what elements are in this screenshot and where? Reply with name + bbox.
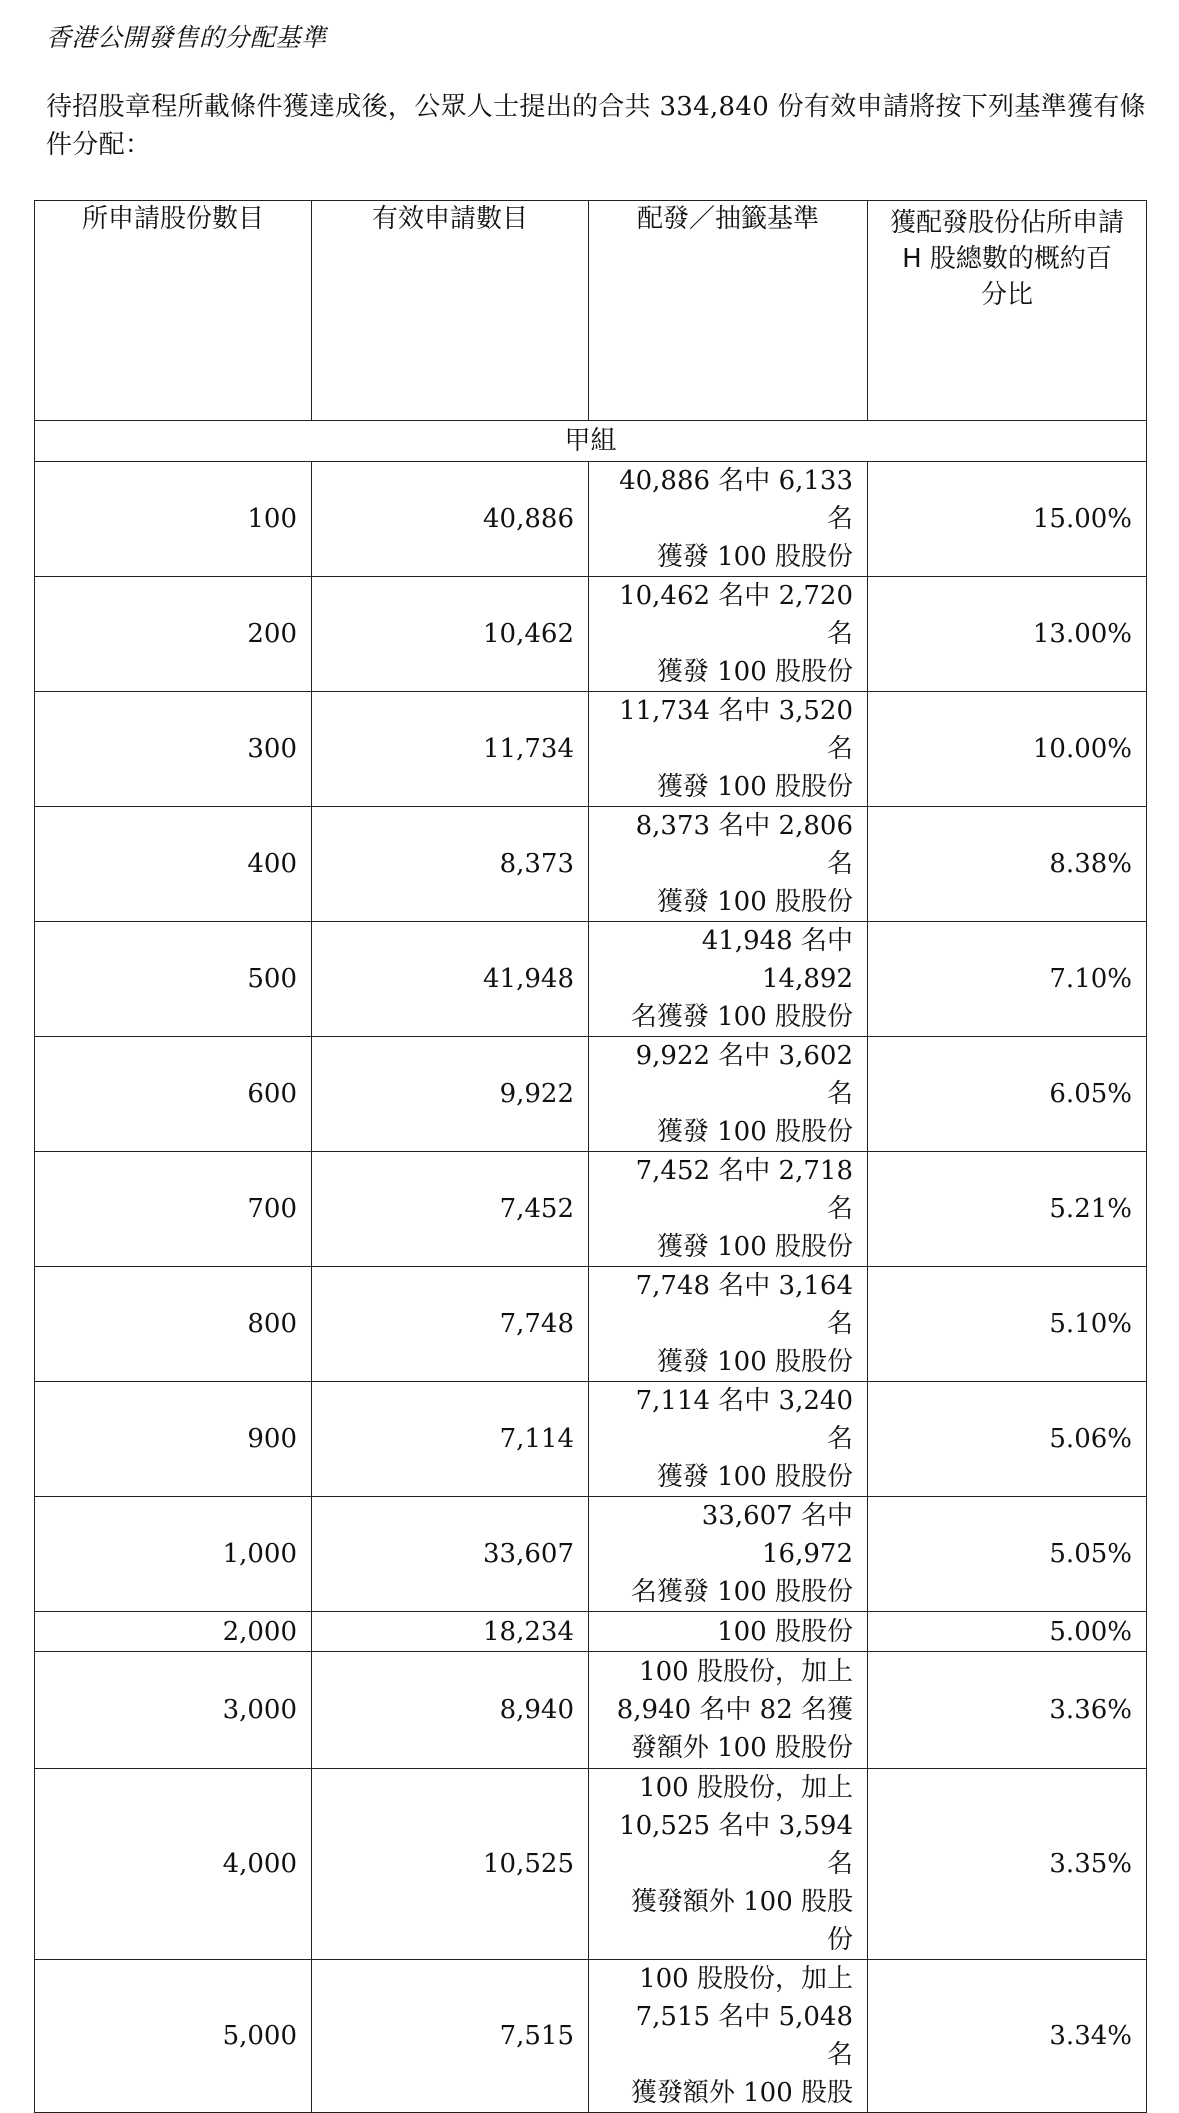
basis-line: 獲發 100 股股份: [656, 772, 853, 802]
basis-line: 份: [826, 1925, 853, 1955]
basis-line: 7,114 名中 3,240 名: [635, 1386, 853, 1454]
percentage-cell: 3.34%: [868, 1960, 1147, 2113]
percentage-cell: 5.21%: [868, 1152, 1147, 1267]
shares-cell: 400: [35, 807, 312, 922]
basis-line: 獲發 100 股股份: [656, 1232, 853, 1262]
basis-line: 100 股股份，加上: [639, 1657, 853, 1687]
basis-line: 名獲發 100 股股份: [630, 1577, 853, 1607]
shares-cell: 5,000: [35, 1960, 312, 2113]
shares-cell: 600: [35, 1037, 312, 1152]
basis-line: 7,748 名中 3,164 名: [635, 1271, 853, 1339]
applications-cell: 11,734: [312, 692, 589, 807]
applications-cell: 40,886: [312, 462, 589, 577]
percentage-cell: 3.35%: [868, 1769, 1147, 1960]
header-approx-percentage-text: 獲配發股份佔所申請 H 股總數的概約百分比: [890, 208, 1125, 310]
header-shares-applied: 所申請股份數目: [35, 201, 312, 421]
percentage-cell: 6.05%: [868, 1037, 1147, 1152]
applications-cell: 7,452: [312, 1152, 589, 1267]
table-row: [35, 1497, 1147, 1612]
basis-line: 獲發 100 股股份: [656, 657, 853, 687]
table-row: [35, 1652, 1147, 1769]
percentage-cell: 8.38%: [868, 807, 1147, 922]
basis-line: 7,515 名中 5,048 名: [635, 2002, 853, 2070]
basis-line: 獲發 100 股股份: [656, 542, 853, 572]
basis-line: 8,373 名中 2,806 名: [635, 811, 853, 879]
table-row: [35, 807, 1147, 922]
basis-cell: [589, 577, 868, 692]
group-label: 甲組: [35, 421, 1147, 462]
basis-cell: [589, 1960, 868, 2113]
basis-line: 41,948 名中 14,892: [701, 926, 853, 994]
table-row: [35, 1152, 1147, 1267]
basis-line: 名獲發 100 股股份: [630, 1002, 853, 1032]
basis-line: 100 股股份，加上: [639, 1773, 853, 1803]
basis-cell: [589, 922, 868, 1037]
basis-line: 11,734 名中 3,520 名: [619, 696, 853, 764]
applications-cell: 41,948: [312, 922, 589, 1037]
percentage-cell: 7.10%: [868, 922, 1147, 1037]
basis-line: 40,886 名中 6,133 名: [619, 466, 853, 534]
table-row: [35, 1267, 1147, 1382]
basis-line: 8,940 名中 82 名獲: [616, 1695, 853, 1725]
basis-line: 100 股股份，加上: [639, 1964, 853, 1994]
header-approx-percentage: [868, 201, 1147, 421]
basis-line: 33,607 名中 16,972: [701, 1501, 853, 1569]
percentage-cell: 5.00%: [868, 1612, 1147, 1652]
shares-cell: 4,000: [35, 1769, 312, 1960]
basis-cell: [589, 1769, 868, 1960]
basis-line: 100 股股份: [717, 1616, 853, 1647]
basis-line: 獲發 100 股股份: [656, 1462, 853, 1492]
basis-cell: [589, 1152, 868, 1267]
percentage-cell: 5.10%: [868, 1267, 1147, 1382]
percentage-cell: 5.06%: [868, 1382, 1147, 1497]
applications-cell: 10,462: [312, 577, 589, 692]
basis-line: 獲發額外 100 股股: [630, 2078, 853, 2108]
basis-cell: [589, 462, 868, 577]
basis-line: 7,452 名中 2,718 名: [635, 1156, 853, 1224]
applications-cell: 18,234: [312, 1612, 589, 1652]
basis-line: 9,922 名中 3,602 名: [635, 1041, 853, 1109]
shares-cell: 300: [35, 692, 312, 807]
applications-cell: 8,373: [312, 807, 589, 922]
applications-cell: 7,748: [312, 1267, 589, 1382]
group-row: [35, 421, 1147, 462]
shares-cell: 800: [35, 1267, 312, 1382]
table-row: [35, 462, 1147, 577]
shares-cell: 2,000: [35, 1612, 312, 1652]
percentage-cell: 15.00%: [868, 462, 1147, 577]
basis-cell: [589, 692, 868, 807]
basis-cell: [589, 1652, 868, 1769]
table-row: [35, 577, 1147, 692]
shares-cell: 100: [35, 462, 312, 577]
basis-cell: [589, 1382, 868, 1497]
applications-cell: 33,607: [312, 1497, 589, 1612]
percentage-cell: 5.05%: [868, 1497, 1147, 1612]
table-header-row: [35, 201, 1147, 421]
page-title: 香港公開發售的分配基準: [46, 23, 327, 52]
table-row: [35, 1382, 1147, 1497]
shares-cell: 1,000: [35, 1497, 312, 1612]
shares-cell: 900: [35, 1382, 312, 1497]
basis-cell: [589, 807, 868, 922]
applications-cell: 10,525: [312, 1769, 589, 1960]
basis-line: 發額外 100 股股份: [630, 1733, 853, 1763]
basis-line: 獲發 100 股股份: [656, 887, 853, 917]
allocation-table: [34, 200, 1147, 2113]
table-row: [35, 1769, 1147, 1960]
basis-line: 獲發 100 股股份: [656, 1347, 853, 1377]
intro-paragraph: 待招股章程所載條件獲達成後，公眾人士提出的合共 334,840 份有效申請將按下列基準獲有條件分配：: [46, 92, 1146, 160]
basis-cell: [589, 1612, 868, 1652]
basis-cell: [589, 1037, 868, 1152]
basis-line: 獲發額外 100 股股: [630, 1887, 853, 1917]
applications-cell: 8,940: [312, 1652, 589, 1769]
applications-cell: 9,922: [312, 1037, 589, 1152]
header-allocation-basis: 配發／抽籤基準: [589, 201, 868, 421]
basis-line: 獲發 100 股股份: [656, 1117, 853, 1147]
table-row: [35, 922, 1147, 1037]
applications-cell: 7,515: [312, 1960, 589, 2113]
shares-cell: 700: [35, 1152, 312, 1267]
shares-cell: 3,000: [35, 1652, 312, 1769]
percentage-cell: 10.00%: [868, 692, 1147, 807]
basis-cell: [589, 1497, 868, 1612]
table-row: [35, 1612, 1147, 1652]
percentage-cell: 3.36%: [868, 1652, 1147, 1769]
table-row: [35, 1960, 1147, 2113]
applications-cell: 7,114: [312, 1382, 589, 1497]
percentage-cell: 13.00%: [868, 577, 1147, 692]
basis-cell: [589, 1267, 868, 1382]
table-row: [35, 1037, 1147, 1152]
header-valid-applications: 有效申請數目: [312, 201, 589, 421]
table-row: [35, 692, 1147, 807]
shares-cell: 500: [35, 922, 312, 1037]
basis-line: 10,525 名中 3,594 名: [619, 1811, 853, 1879]
shares-cell: 200: [35, 577, 312, 692]
basis-line: 10,462 名中 2,720 名: [619, 581, 853, 649]
